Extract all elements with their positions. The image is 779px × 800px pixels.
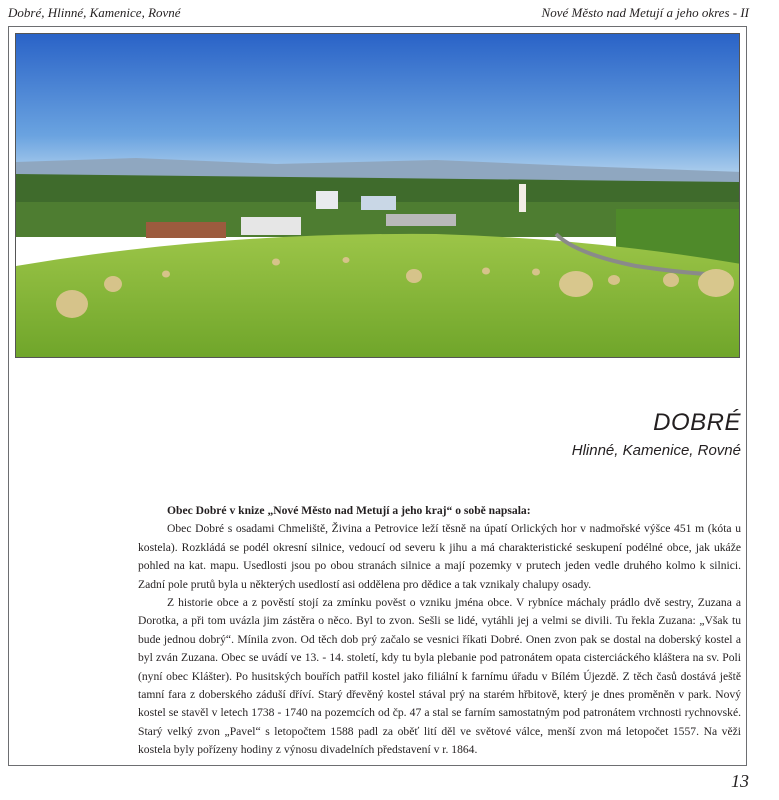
building (241, 217, 301, 235)
landscape-photo (15, 33, 740, 358)
section-title: DOBRÉ (653, 409, 741, 436)
hay-bale (343, 257, 350, 263)
section-heading (572, 408, 741, 459)
page-number: 13 (731, 771, 749, 791)
hay-bale (104, 276, 122, 292)
article-paragraph: Z historie obce a z pověstí stojí za zmínku pověst o vzniku jména obce. V rybníce máchaly prádlo dvě sestry, Zuzana a Dorotka, a při tom uvázla jim zástěra o něco. Byl to zvon. Sešli se lidé, vytáhli jej a velmi se divili. Tu řekla Zuzana: „Však tu bude jednou dobrý“. Mínila zvon. Od těch dob prý začalo se vesnici říkati Dobré. Onen zvon pak se dostal na doberský kostel a byl zván Zuzana. Obec se uvádí ve 13. - 14. století, kdy tu byla plebanie pod patronátem opata cisterciáckého kláštera na sv. Poli (nyní obec Klášter). Po husitských bouřích patřil kostel jako filiální k farnímu úřadu v Bílém Újezdě. Z těch časů dostává ještě tamní fara z doberského záduší dříví. Starý dřevěný kostel stával prý na starém hřbitově, který je dnes proměněn v park. Nový kostel se stavěl v letech 1738 - 1740 na pozemcích od čp. 47 a stal se farním samostatným pod patronátem vrchnosti rychnovské. Starý velký zvon „Pavel“ s letopočtem 1588 padl za oběť lití děl ve světové válce, menší zvon má letopočet 1557. Na věži kostela byly pořízeny hodiny z výnosu divadelních představení v r. 1864. (138, 596, 741, 757)
running-head-right: Nové Město nad Metují a jeho okres - II (541, 5, 749, 20)
hay-bale (663, 273, 679, 287)
building (146, 222, 226, 238)
building (361, 196, 396, 210)
article-lead: Obec Dobré v knize „Nové Město nad Metují a jeho kraj“ o sobě napsala: (167, 504, 531, 517)
meadow (16, 234, 740, 358)
building (386, 214, 456, 226)
section-subtitle: Hlinné, Kamenice, Rovné (571, 442, 741, 459)
running-head-left: Dobré, Hlinné, Kamenice, Rovné (8, 5, 181, 20)
article-paragraph: Obec Dobré s osadami Chmeliště, Živina a Petrovice leží těsně na úpatí Orlických hor v nadmořské výšce 451 m (kóta u kostela). Rozkládá se podél okresní silnice, vedoucí od severu k jihu a má charakteristické seskupení podélné obce, jak ukáže pohled na kat. mapu. Usedlosti jsou po obou stranách silnice a mají pozemky v prutech jeden vedle druhého kolmo k silnici. Zadní pole prutů byla u některých usedlostí asi oddělena pro dědice a tak vznikaly chalupy osady. (138, 522, 741, 591)
hay-bale (482, 268, 490, 275)
church-tower (519, 184, 526, 212)
hay-bale (272, 259, 280, 266)
landscape-photo-icon (16, 34, 740, 358)
hay-bale (162, 271, 170, 278)
hay-bale (608, 275, 620, 285)
hay-bale (406, 269, 422, 283)
building (316, 191, 338, 209)
sky (16, 34, 740, 179)
hay-bale (532, 269, 540, 276)
hay-bale (698, 269, 734, 297)
hay-bale (559, 271, 593, 297)
article-body (138, 502, 741, 760)
hay-bale (56, 290, 88, 318)
